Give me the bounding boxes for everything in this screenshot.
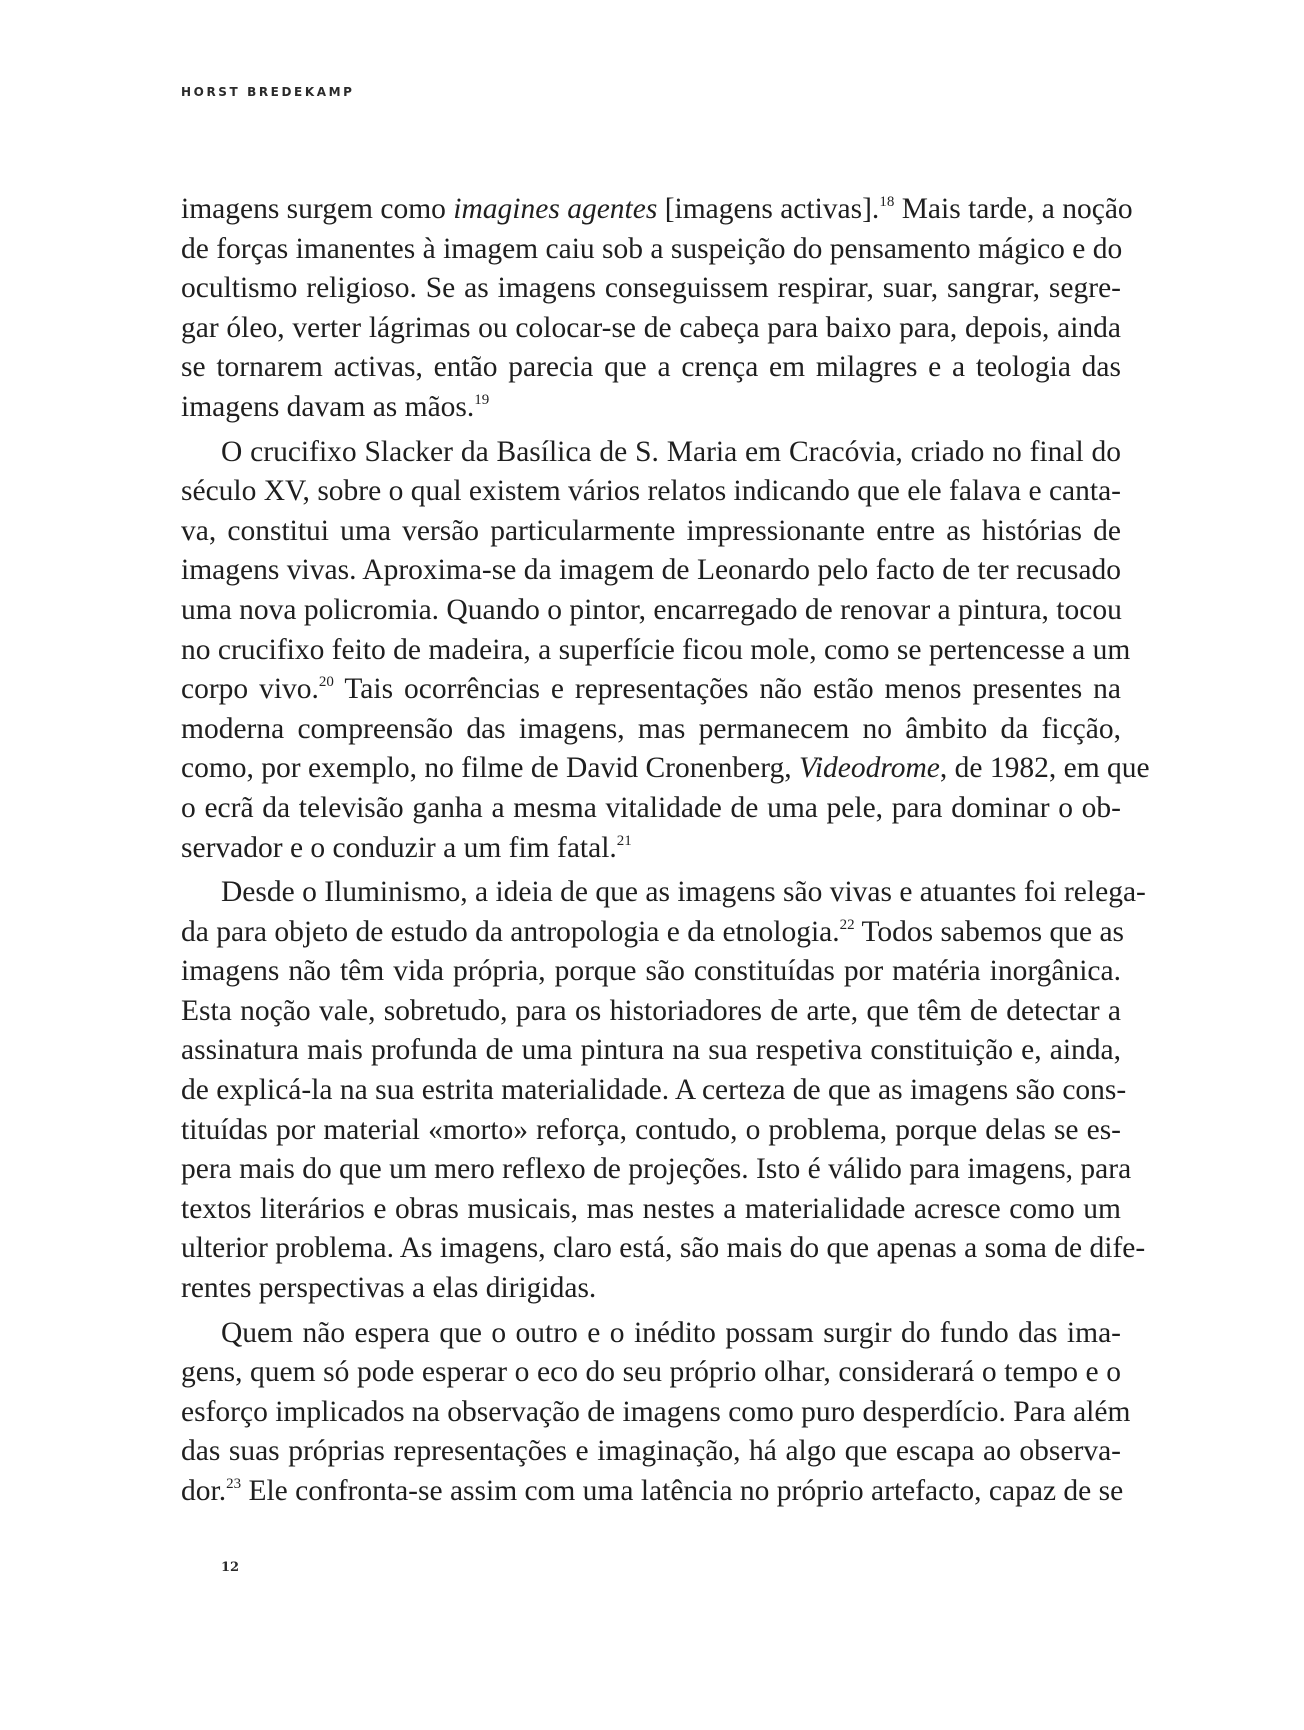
text-run: corpo vivo.: [181, 673, 319, 706]
footnote-ref: 19: [474, 391, 490, 408]
text-line: de forças imanentes à imagem caiu sob a suspeição do pensamento mágico e do: [181, 232, 1123, 265]
text-line: imagens vivas. Aproxima-se da imagem de Leonardo pelo facto de ter recusado: [181, 554, 1121, 587]
text-run: imagens surgem como: [181, 193, 454, 225]
text-line: imagens não têm vida própria, porque são constituídas por matéria inorgânica.: [181, 955, 1121, 988]
text-line: moderna compreensão das imagens, mas permanecem no âmbito da ficção,: [181, 712, 1121, 745]
running-head: HORST BREDEKAMP: [181, 85, 355, 99]
text-line: Esta noção vale, sobretudo, para os historiadores de arte, que têm de detectar a: [181, 994, 1121, 1027]
footnote-ref: 23: [226, 1476, 242, 1492]
paragraph-1: [181, 190, 1133, 428]
body-text: [181, 190, 1150, 1512]
footnote-ref: 22: [839, 916, 855, 933]
text-run: Ele confronta-se assim com uma latência no próprio artefacto, capaz de se: [241, 1475, 1124, 1507]
text-line: ocultismo religioso. Se as imagens conseguissem respirar, suar, sangrar, segre-: [181, 272, 1121, 305]
text-run: dor.: [181, 1475, 227, 1507]
italic-title: Videodrome: [799, 752, 940, 785]
footnote-ref: 21: [616, 832, 632, 849]
text-line: textos literários e obras musicais, mas nestes a materialidade acresce como um: [181, 1192, 1121, 1225]
paragraph-3: [181, 873, 1146, 1309]
text-line: [181, 190, 1133, 230]
text-run: imagens davam as mãos.: [181, 390, 475, 423]
text-line: no crucifixo feito de madeira, a superfície ficou mole, como se pertencesse a um: [181, 633, 1131, 666]
page-number: 12: [221, 1560, 240, 1575]
text-line: pera mais do que um mero reflexo de projeções. Isto é válido para imagens, para: [181, 1153, 1132, 1186]
text-line: se tornarem activas, então parecia que a crença em milagres e a teologia das: [181, 351, 1121, 384]
text-line: uma nova policromia. Quando o pintor, encarregado de renovar a pintura, tocou: [181, 593, 1122, 626]
text-line: de explicá-la na sua estrita materialidade. A certeza de que as imagens são cons-: [181, 1074, 1127, 1107]
italic-term: imagines agentes: [453, 193, 658, 225]
text-run: servador e o conduzir a um fim fatal.: [181, 831, 617, 864]
paragraph-4: [181, 1314, 1131, 1512]
text-line: [181, 829, 1121, 869]
text-line: [181, 670, 1121, 710]
text-line: [181, 749, 1150, 789]
text-run: como, por exemplo, no filme de David Cronenberg,: [181, 752, 799, 785]
text-line: tituídas por material «morto» reforça, contudo, o problema, porque delas se es-: [181, 1113, 1121, 1146]
text-line: gens, quem só pode esperar o eco do seu próprio olhar, considerará o tempo e o: [181, 1356, 1121, 1389]
text-line: das suas próprias representações e imaginação, há algo que escapa ao observa-: [181, 1435, 1121, 1468]
text-line: século XV, sobre o qual existem vários relatos indicando que ele falava e canta-: [181, 475, 1121, 508]
text-line: rentes perspectivas a elas dirigidas.: [181, 1272, 597, 1305]
text-line: [181, 913, 1125, 953]
text-run: [imagens activas].: [657, 193, 880, 225]
text-line: assinatura mais profunda de uma pintura na sua respetiva constituição e, ainda,: [181, 1034, 1121, 1067]
text-line: ulterior problema. As imagens, claro está, são mais do que apenas a soma de dife-: [181, 1232, 1146, 1265]
footnote-ref: 18: [879, 194, 895, 210]
text-line: Quem não espera que o outro e o inédito possam surgir do fundo das ima-: [221, 1316, 1121, 1349]
text-run: , de 1982, em que: [939, 752, 1150, 785]
text-line: va, constitui uma versão particularmente impressionante entre as histórias de: [181, 514, 1121, 547]
text-line: O crucifixo Slacker da Basílica de S. Maria em Cracóvia, criado no final do: [221, 435, 1121, 468]
text-run: da para objeto de estudo da antropologia e da etnologia.: [181, 915, 840, 948]
text-line: Desde o Iluminismo, a ideia de que as imagens são vivas e atuantes foi relega-: [221, 876, 1146, 909]
text-run: Tais ocorrências e representações não estão menos presentes na: [333, 673, 1121, 706]
text-line: o ecrã da televisão ganha a mesma vitalidade de uma pele, para dominar o ob-: [181, 791, 1121, 824]
text-line: [181, 1472, 1124, 1512]
paragraph-2: [181, 433, 1150, 869]
text-run: Mais tarde, a noção: [894, 193, 1133, 225]
footnote-ref: 20: [318, 674, 334, 691]
text-line: [181, 388, 1121, 428]
text-line: gar óleo, verter lágrimas ou colocar-se de cabeça para baixo para, depois, ainda: [181, 311, 1121, 344]
text-line: esforço implicados na observação de imagens como puro desperdício. Para além: [181, 1395, 1131, 1428]
text-run: Todos sabemos que as: [854, 915, 1125, 948]
